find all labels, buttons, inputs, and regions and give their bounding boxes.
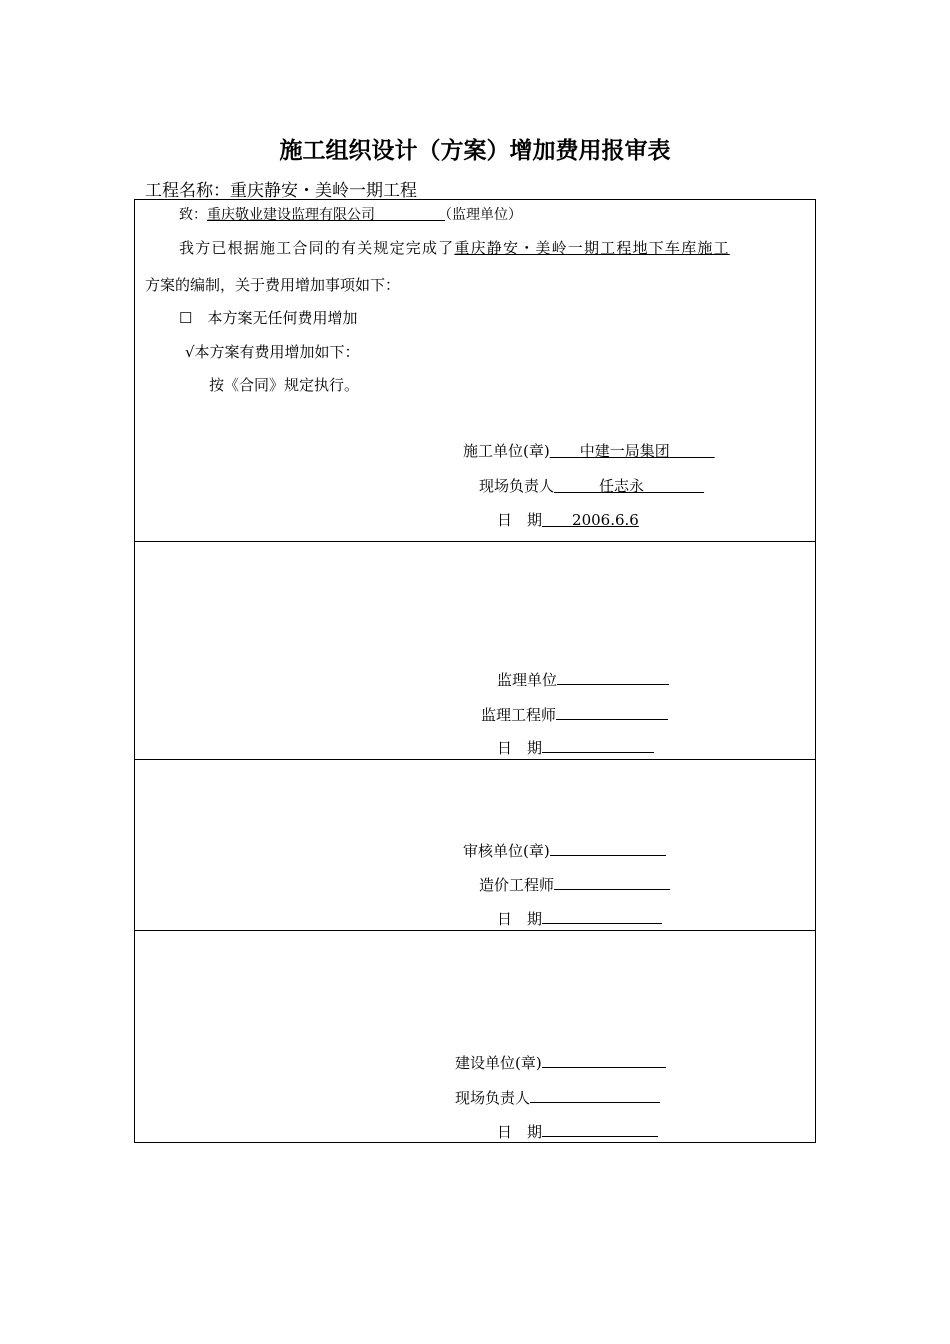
supervising-engineer-field[interactable] bbox=[556, 705, 668, 720]
statement-line-2: 方案的编制，关于费用增加事项如下： bbox=[145, 276, 401, 294]
contractor-date-line bbox=[497, 509, 639, 530]
cost-engineer-label: 造价工程师 bbox=[479, 876, 555, 894]
owner-unit-line bbox=[455, 1052, 666, 1073]
supervisor-date-field[interactable] bbox=[542, 738, 654, 753]
supervising-engineer-line bbox=[481, 704, 668, 725]
owner-date-line bbox=[497, 1121, 658, 1142]
addressee-suffix: （监理单位） bbox=[445, 207, 522, 223]
owner-date-label: 日 期 bbox=[497, 1123, 543, 1141]
site-manager-label: 现场负责人 bbox=[479, 477, 555, 495]
site-manager-value: 任志永 bbox=[599, 477, 645, 495]
owner-section bbox=[135, 930, 815, 1143]
contractor-date-value: 2006.6.6 bbox=[572, 511, 639, 529]
owner-manager-line bbox=[455, 1087, 660, 1108]
addressee-line bbox=[179, 204, 522, 224]
contractor-date-label: 日 期 bbox=[497, 511, 543, 529]
audit-section bbox=[135, 759, 815, 931]
approval-form bbox=[134, 199, 816, 1143]
form-title: 施工组织设计（方案）增加费用报审表 bbox=[279, 138, 671, 164]
checkbox-empty-icon: ☐ bbox=[179, 309, 193, 327]
contractor-unit-value: 中建一局集团 bbox=[579, 442, 670, 460]
audit-date-label: 日 期 bbox=[497, 910, 543, 928]
addressee-prefix: 致： bbox=[179, 207, 207, 223]
supervisor-unit-label: 监理单位 bbox=[497, 671, 558, 689]
audit-unit-line bbox=[463, 840, 666, 861]
addressee-unit: 重庆敬业建设监理有限公司 bbox=[207, 207, 375, 223]
cost-detail: 按《合同》规定执行。 bbox=[209, 376, 360, 394]
supervisor-unit-line bbox=[497, 669, 669, 690]
owner-unit-label: 建设单位(章) bbox=[455, 1054, 542, 1072]
plan-name: 重庆静安・美岭一期工程地下车库施工 bbox=[454, 239, 730, 257]
cost-engineer-line bbox=[479, 874, 670, 895]
contractor-section bbox=[135, 200, 815, 541]
owner-unit-field[interactable] bbox=[542, 1053, 666, 1068]
contractor-unit-label: 施工单位(章) bbox=[463, 442, 550, 460]
statement-line-1 bbox=[179, 237, 730, 258]
owner-manager-field[interactable] bbox=[530, 1088, 660, 1103]
supervising-engineer-label: 监理工程师 bbox=[481, 706, 557, 724]
supervisor-unit-field[interactable] bbox=[557, 670, 669, 685]
cost-engineer-field[interactable] bbox=[554, 875, 670, 890]
audit-unit-label: 审核单位(章) bbox=[463, 842, 550, 860]
option-no-cost-label: 本方案无任何费用增加 bbox=[207, 309, 358, 327]
owner-date-field[interactable] bbox=[542, 1122, 658, 1137]
owner-manager-label: 现场负责人 bbox=[455, 1089, 531, 1107]
supervisor-date-label: 日 期 bbox=[497, 739, 543, 757]
audit-date-field[interactable] bbox=[542, 909, 662, 924]
option-no-cost bbox=[179, 307, 357, 328]
supervisor-date-line bbox=[497, 737, 654, 758]
contractor-unit-line bbox=[463, 440, 715, 461]
audit-unit-field[interactable] bbox=[550, 841, 666, 856]
audit-date-line bbox=[497, 908, 662, 929]
option-with-cost: √本方案有费用增加如下： bbox=[185, 343, 360, 361]
site-manager-line bbox=[479, 475, 704, 496]
statement-prefix: 我方已根据施工合同的有关规定完成了 bbox=[179, 239, 455, 257]
project-name: 工程名称：重庆静安・美岭一期工程 bbox=[145, 181, 417, 201]
supervisor-section bbox=[135, 541, 815, 760]
